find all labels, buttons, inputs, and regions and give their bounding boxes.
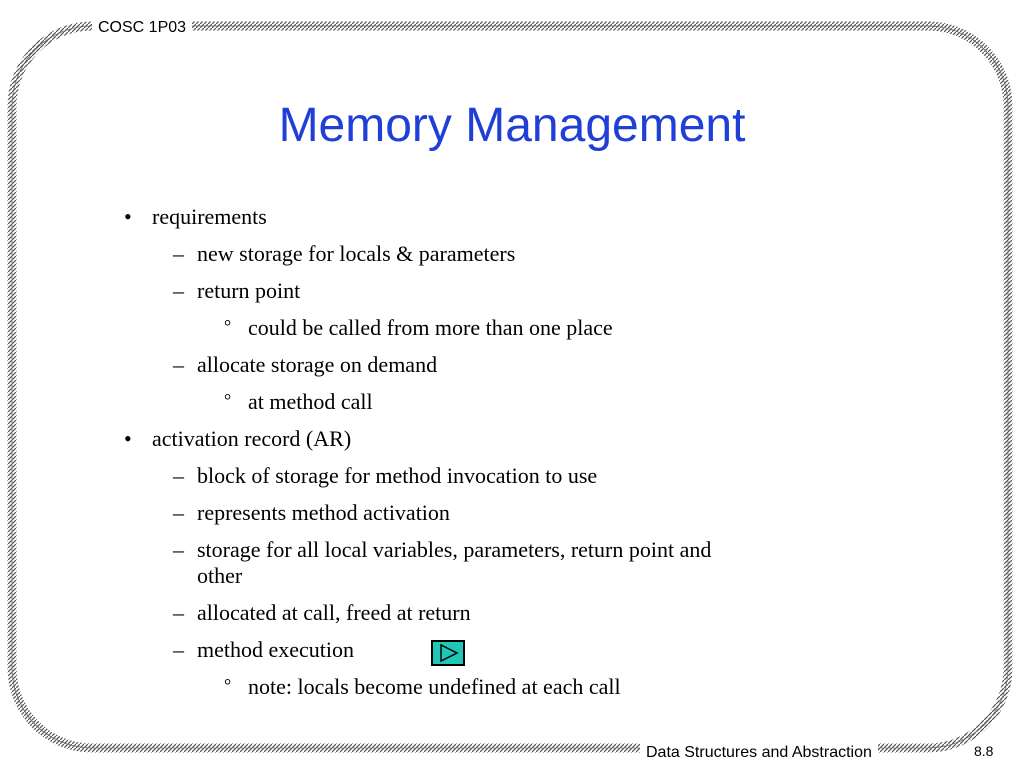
bullet-text: allocated at call, freed at return [197,600,471,625]
bullet-text: method execution [197,637,355,662]
slide-title: Memory Management [278,99,746,152]
bullet-item-level-2 [173,500,450,526]
bullet-marker: ° [224,316,232,336]
bullet-text: note: locals become undefined at each call [248,674,621,699]
bullet-marker: ° [224,390,232,410]
bullet-text: at method call [248,389,373,414]
footer-course-title: Data Structures and Abstraction [640,743,878,763]
bullet-item-level-1 [124,204,267,230]
bullet-text: block of storage for method invocation to use [197,463,598,488]
bullet-marker: ° [224,675,232,695]
bullet-marker: – [173,500,184,525]
bullet-text: could be called from more than one place [248,315,613,340]
bullet-item-level-2 [173,463,598,489]
bullet-marker: – [173,463,184,488]
bullet-item-level-3 [224,674,621,700]
bullet-marker: – [173,278,184,303]
bullet-text: activation record (AR) [152,426,352,451]
bullet-item-level-2 [173,600,471,626]
bullet-item-level-2 [197,563,242,589]
bullet-item-level-2 [173,278,301,304]
bullet-text: allocate storage on demand [197,352,438,377]
bullet-text: requirements [152,204,267,229]
slide-number: 8.8 [974,743,994,759]
bullet-marker: • [124,426,132,451]
bullet-text: represents method activation [197,500,450,525]
bullet-item-level-2 [173,537,712,563]
bullet-marker: – [173,600,184,625]
bullet-item-level-2 [173,637,355,663]
bullet-text: return point [197,278,301,303]
bullet-item-level-2 [173,241,516,267]
bullet-item-level-2 [173,352,438,378]
bullet-marker: • [124,204,132,229]
course-code-label: COSC 1P03 [92,18,192,38]
bullet-text: other [197,563,243,588]
bullet-marker: – [173,352,184,377]
bullet-marker: – [173,637,184,662]
bullet-text: new storage for locals & parameters [197,241,516,266]
play-icon [433,642,463,664]
bullet-item-level-3 [224,389,373,415]
bullet-marker: – [173,241,184,266]
bullet-item-level-3 [224,315,613,341]
bullet-text: storage for all local variables, parameters, return point and [197,537,712,562]
bullet-item-level-1 [124,426,352,452]
bullet-marker: – [173,537,184,562]
play-button[interactable] [431,640,465,666]
